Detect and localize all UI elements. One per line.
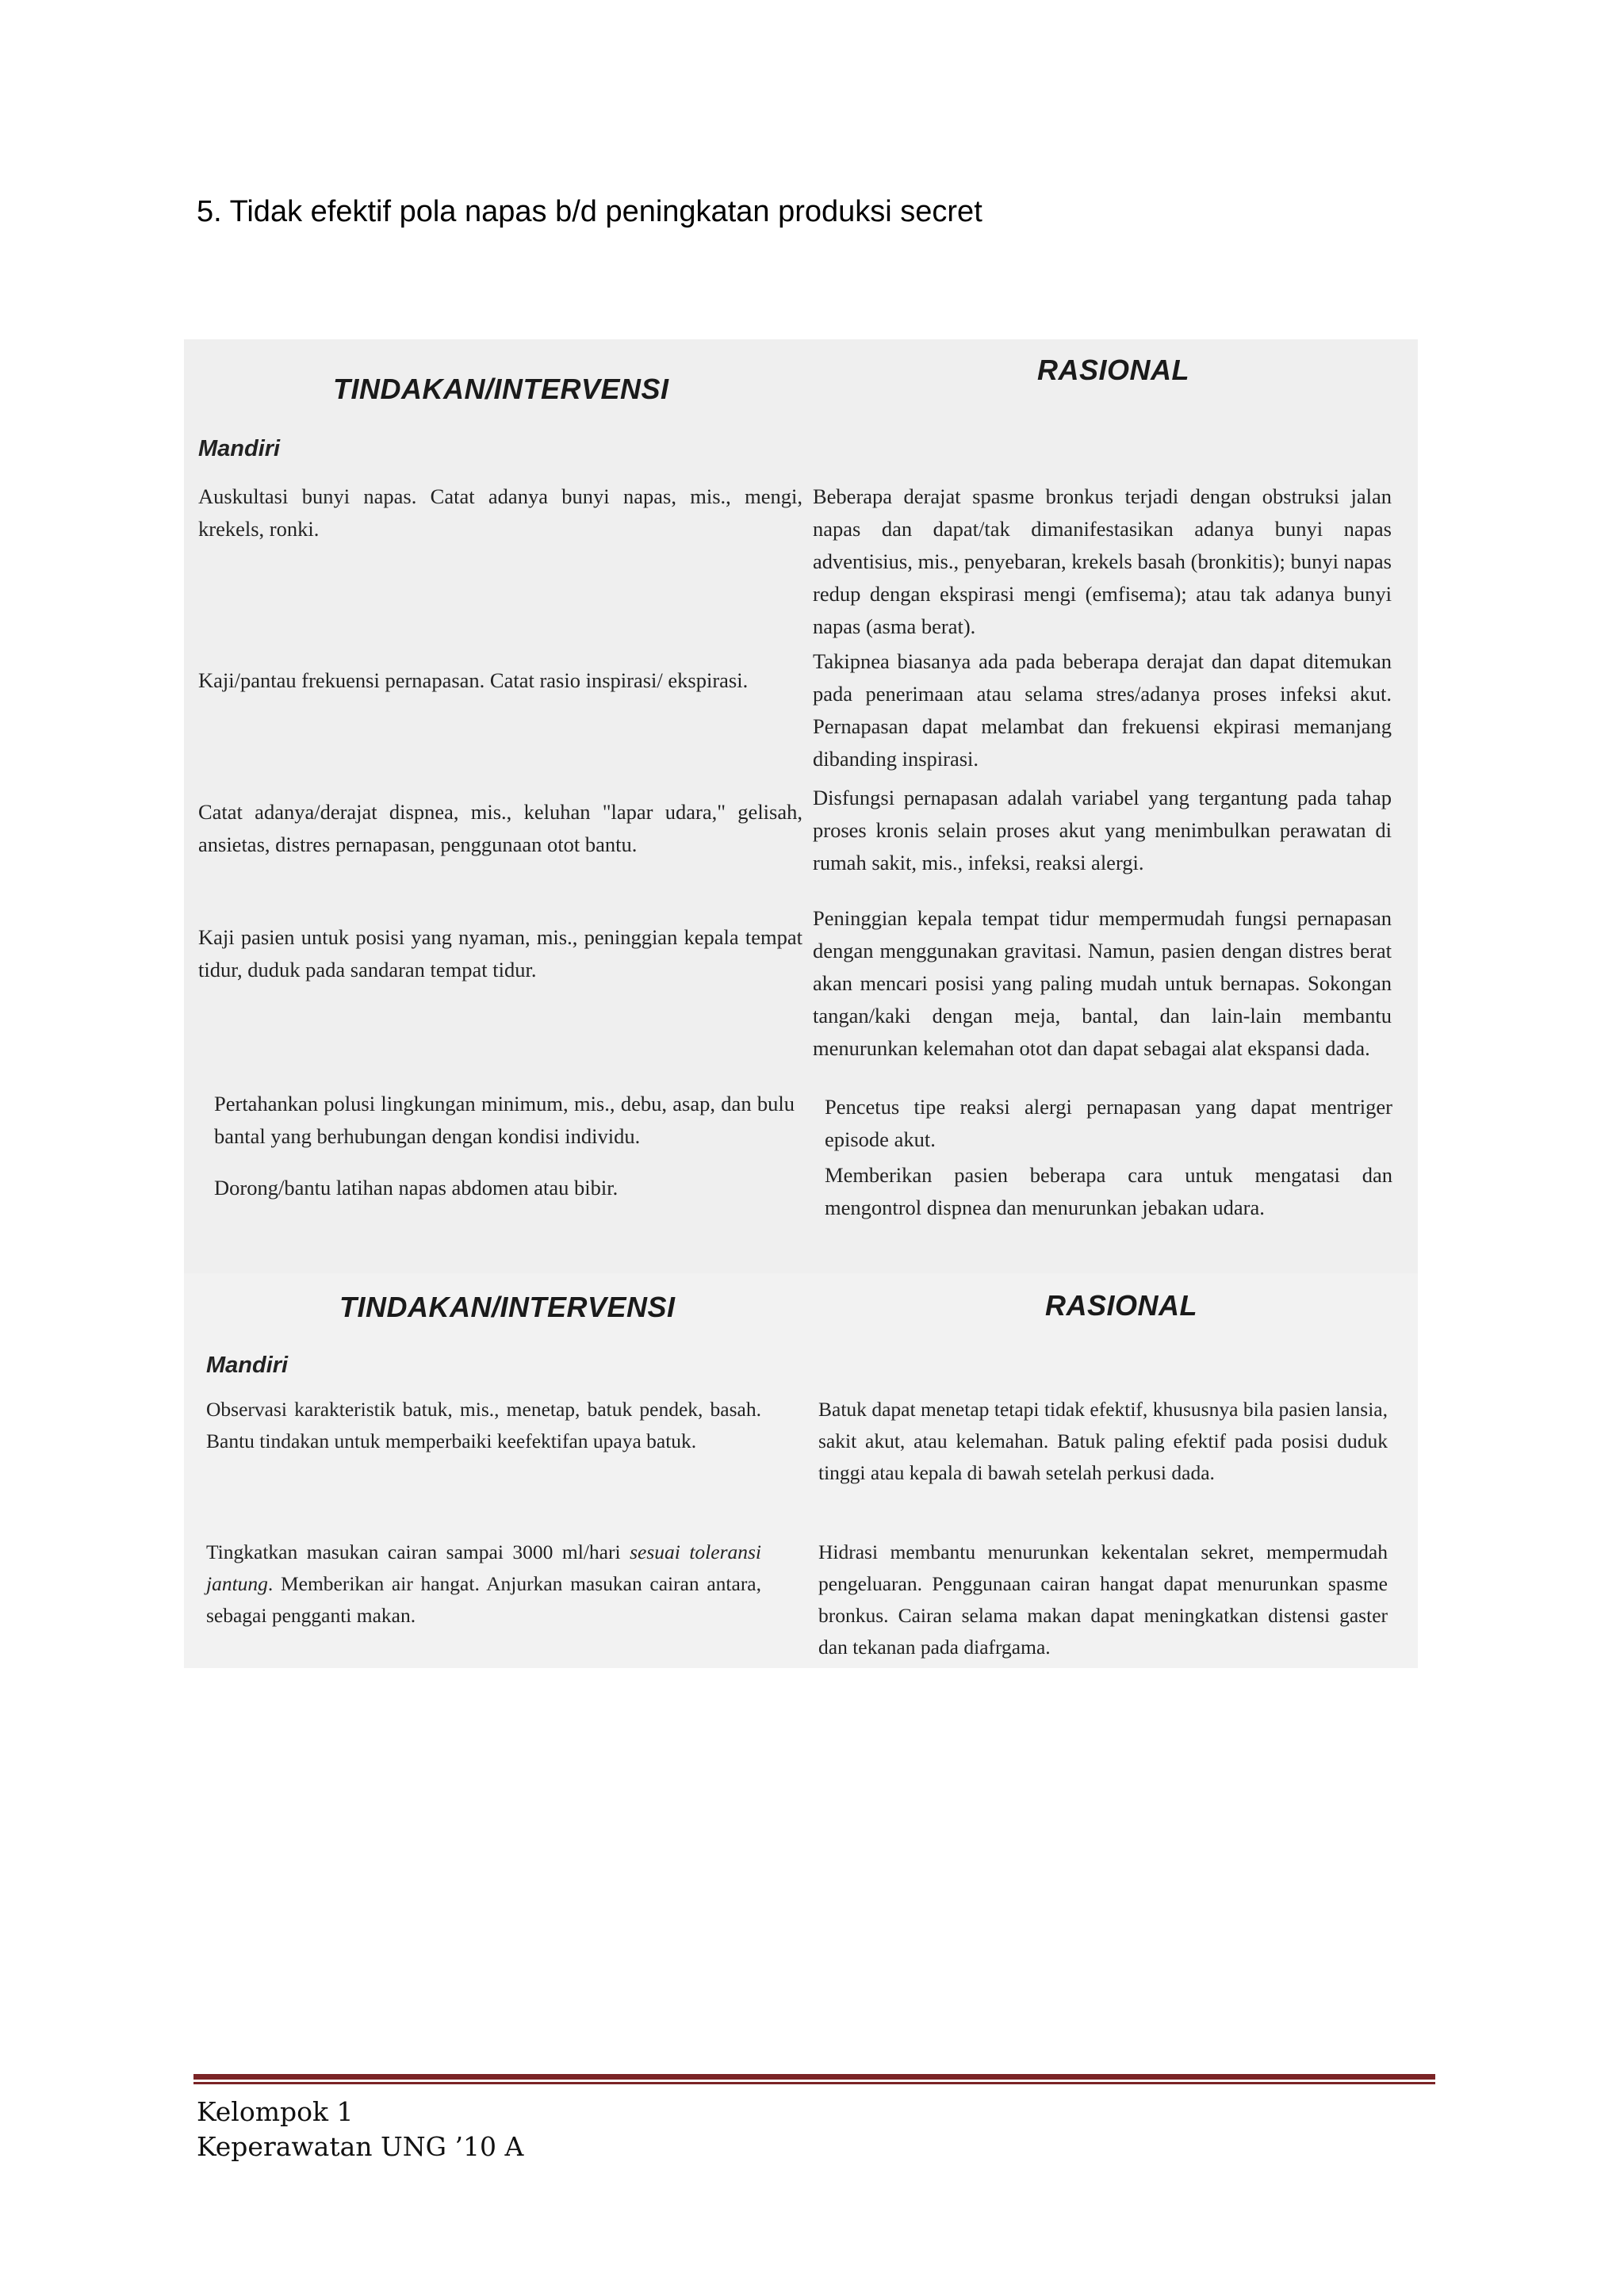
intervensi-text (206, 1536, 761, 1632)
intervensi-text-part: . Memberikan air hangat. Anjurkan masukan cairan antara, sebagai pengganti makan. (206, 1572, 761, 1627)
intervensi-text: Dorong/bantu latihan napas abdomen atau bibir. (214, 1176, 619, 1200)
footer-rule-thin (193, 2082, 1435, 2084)
rasional-text: Batuk dapat menetap tetapi tidak efektif, khususnya bila pasien lansia, sakit akut, atau kelemahan. Batuk paling efektif pada posisi duduk tinggi atau kepala di bawah setelah perkusi dada. (818, 1398, 1388, 1484)
column-header-intervensi: TINDAKAN/INTERVENSI (339, 1291, 676, 1323)
scanned-table-1 (184, 339, 1418, 1273)
section-heading: 5. Tidak efektif pola napas b/d peningkatan produksi secret (197, 195, 982, 228)
footer-rule-thick (193, 2074, 1435, 2080)
column-header-rasional: RASIONAL (1037, 354, 1189, 386)
rasional-text: Memberikan pasien beberapa cara untuk mengatasi dan mengontrol dispnea dan menurunkan jebakan udara. (825, 1163, 1392, 1219)
rasional-text: Disfungsi pernapasan adalah variabel yang tergantung pada tahap proses kronis selain proses akut yang menimbulkan perawatan di rumah sakit, mis., infeksi, reaksi alergi. (813, 786, 1392, 874)
scanned-table-2 (184, 1273, 1418, 1668)
column-header-rasional: RASIONAL (1045, 1289, 1197, 1322)
intervensi-text: Pertahankan polusi lingkungan minimum, mis., debu, asap, dan bulu bantal yang berhubungan dengan kondisi individu. (214, 1092, 795, 1148)
intervensi-text: Kaji pasien untuk posisi yang nyaman, mis., peninggian kepala tempat tidur, duduk pada sandaran tempat tidur. (198, 925, 802, 982)
intervensi-text: Kaji/pantau frekuensi pernapasan. Catat rasio inspirasi/ ekspirasi. (198, 668, 749, 692)
subheading-mandiri: Mandiri (198, 436, 281, 461)
intervensi-text: Catat adanya/derajat dispnea, mis., keluhan "lapar udara," gelisah, ansietas, distres pernapasan, penggunaan otot bantu. (198, 800, 802, 856)
rasional-text: Beberapa derajat spasme bronkus terjadi dengan obstruksi jalan napas dan dapat/tak dimanifestasikan adanya bunyi napas adventisius, mis., penyebaran, krekels basah (bronkitis); bunyi napas redup dengan ekspirasi mengi (emfisema); atau tak adanya bunyi napas (asma berat). (813, 484, 1392, 638)
rasional-text: Hidrasi membantu menurunkan kekentalan sekret, mempermudah pengeluaran. Penggunaan cairan hangat dapat menurunkan spasme bronkus. Cairan selama makan dapat meningkatkan distensi gaster dan tekanan pada diafrgama. (818, 1540, 1388, 1659)
rasional-text: Pencetus tipe reaksi alergi pernapasan yang dapat mentriger episode akut. (825, 1095, 1392, 1151)
subheading-mandiri: Mandiri (206, 1353, 289, 1378)
intervensi-text: Auskultasi bunyi napas. Catat adanya bunyi napas, mis., mengi, krekels, ronki. (198, 484, 802, 541)
footer-course: Keperawatan UNG ’10 A (197, 2131, 524, 2162)
intervensi-text-italic: sesuai toleransi jantung (206, 1540, 762, 1595)
rasional-text: Peninggian kepala tempat tidur mempermudah fungsi pernapasan dengan menggunakan gravitasi. Namun, pasien dengan distres berat akan mencari posisi yang paling mudah untuk bernapas. Sokongan tangan/kaki dengan meja, bantal, dan lain-lain membantu menurunkan kelemahan otot dan dapat sebagai alat ekspansi dada. (813, 906, 1392, 1060)
rasional-text: Takipnea biasanya ada pada beberapa derajat dan dapat ditemukan pada penerimaan atau selama stres/adanya proses infeksi akut. Pernapasan dapat melambat dan frekuensi ekpirasi memanjang dibanding inspirasi. (813, 649, 1392, 771)
footer-rule (193, 2074, 1435, 2087)
intervensi-text: Observasi karakteristik batuk, mis., menetap, batuk pendek, basah. Bantu tindakan untuk memperbaiki keefektifan upaya batuk. (206, 1398, 761, 1452)
intervensi-text-part: Tingkatkan masukan cairan sampai 3000 ml/hari (206, 1540, 630, 1563)
column-header-intervensi: TINDAKAN/INTERVENSI (333, 373, 669, 405)
footer-group: Kelompok 1 (197, 2096, 354, 2127)
